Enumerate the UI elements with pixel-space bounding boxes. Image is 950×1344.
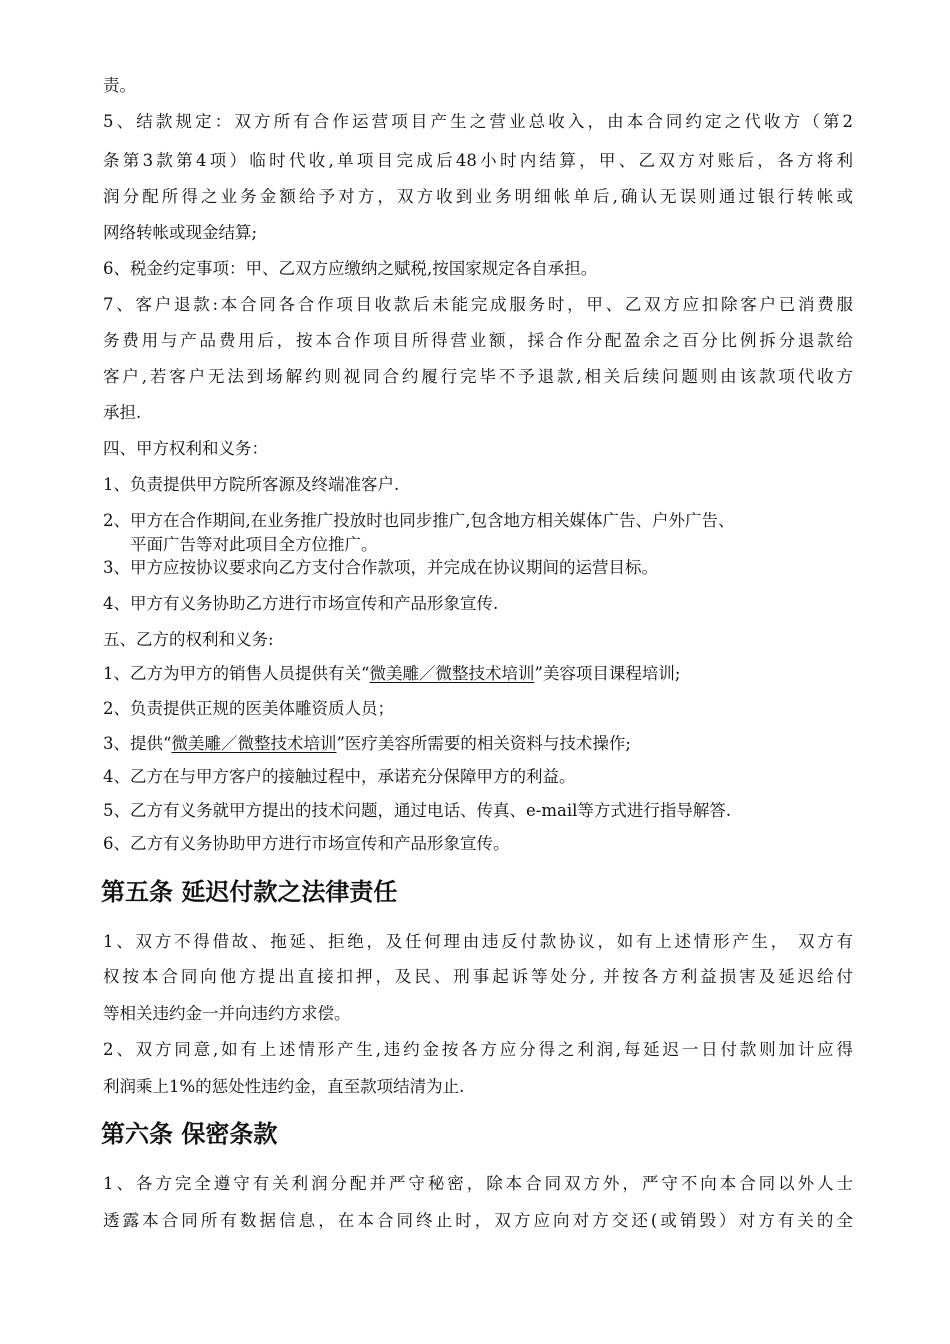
text-line: 5、结款规定：双方所有合作运营项目产生之营业总收入，由本合同约定之代收方（第2 (103, 112, 853, 131)
list-item: 2、负责提供正规的医美体雕资质人员； (103, 699, 394, 718)
text-line: 网络转帐或现金结算; (103, 223, 258, 242)
section-title: 五、乙方的权利和义务: (103, 630, 274, 649)
item-text: 1、乙方为甲方的销售人员提供有关“ (103, 664, 370, 683)
list-item: 4、甲方有义务协助乙方进行市场宣传和产品形象宣传. (103, 594, 499, 613)
text-line: 润分配所得之业务金额给予对方，双方收到业务明细帐单后,确认无误则通过银行转帐或 (103, 187, 853, 206)
item-text: ”医疗美容所需要的相关资料与技术操作; (336, 734, 631, 753)
course-name: 微美雕／微整技术培训 (369, 664, 535, 683)
article-heading: 第五条 延迟付款之法律责任 (101, 878, 398, 906)
text-line: 等相关违约金一并向违约方求偿。 (103, 1004, 351, 1023)
text-line: 7、客户退款:本合同各合作项目收款后未能完成服务时，甲、乙双方应扣除客户已消费服 (103, 295, 853, 314)
list-item: 6、乙方有义务协助甲方进行市场宣传和产品形象宣传。 (103, 834, 510, 853)
text-line: 1、双方不得借故、拖延、拒绝，及任何理由违反付款协议，如有上述情形产生， 双方有 (103, 932, 853, 951)
list-item: 4、乙方在与甲方客户的接触过程中，承诺充分保障甲方的利益。 (103, 767, 576, 786)
list-item-continuation: 平面广告等对此项目全方位推广。 (130, 535, 378, 554)
text-line: 条第3款第4项）临时代收,单项目完成后48小时内结算，甲、乙双方对账后，各方将利 (103, 151, 853, 170)
text-line: 透露本合同所有数据信息，在本合同终止时，双方应向对方交还(或销毁）对方有关的全 (103, 1211, 853, 1230)
text-line: 客户,若客户无法到场解约则视同合约履行完毕不予退款,相关后续问题则由该款项代收方 (103, 367, 853, 386)
text-line: 务费用与产品费用后，按本合作项目所得营业额，採合作分配盈余之百分比例拆分退款给 (103, 331, 853, 350)
text-line: 责。 (103, 76, 136, 95)
text-line: 1、各方完全遵守有关利润分配并严守秘密，除本合同双方外，严守不向本合同以外人士 (103, 1174, 853, 1193)
text-line: 2、双方同意,如有上述情形产生,违约金按各方应分得之利润,每延迟一日付款则加计应得 (103, 1040, 853, 1059)
item-text: ”美容项目课程培训; (534, 664, 681, 683)
article-heading: 第六条 保密条款 (101, 1120, 278, 1148)
list-item: 5、乙方有义务就甲方提出的技术问题，通过电话、传真、e-mail等方式进行指导解答. (103, 801, 732, 820)
item-text: 3、提供“ (103, 734, 172, 753)
text-line: 承担. (103, 403, 142, 422)
section-title: 四、甲方权利和义务： (103, 439, 268, 458)
list-item: 1、负责提供甲方院所客源及终端准客户. (103, 475, 400, 494)
text-line: 6、税金约定事项：甲、乙双方应缴纳之赋税,按国家规定各自承担。 (103, 259, 598, 278)
text-line: 权按本合同向他方提出直接扣押，及民、刑事起诉等处分, 并按各方利益损害及延迟给付 (103, 967, 853, 986)
course-name: 微美雕／微整技术培训 (171, 734, 337, 753)
list-item (103, 733, 853, 755)
text-line: 利润乘上1%的惩处性违约金，直至款项结清为止. (103, 1077, 465, 1096)
list-item (103, 663, 853, 685)
list-item: 2、甲方在合作期间,在业务推广投放时也同步推广,包含地方相关媒体广告、户外广告、 (103, 511, 735, 530)
list-item: 3、甲方应按协议要求向乙方支付合作款项，并完成在协议期间的运营目标。 (103, 558, 658, 577)
